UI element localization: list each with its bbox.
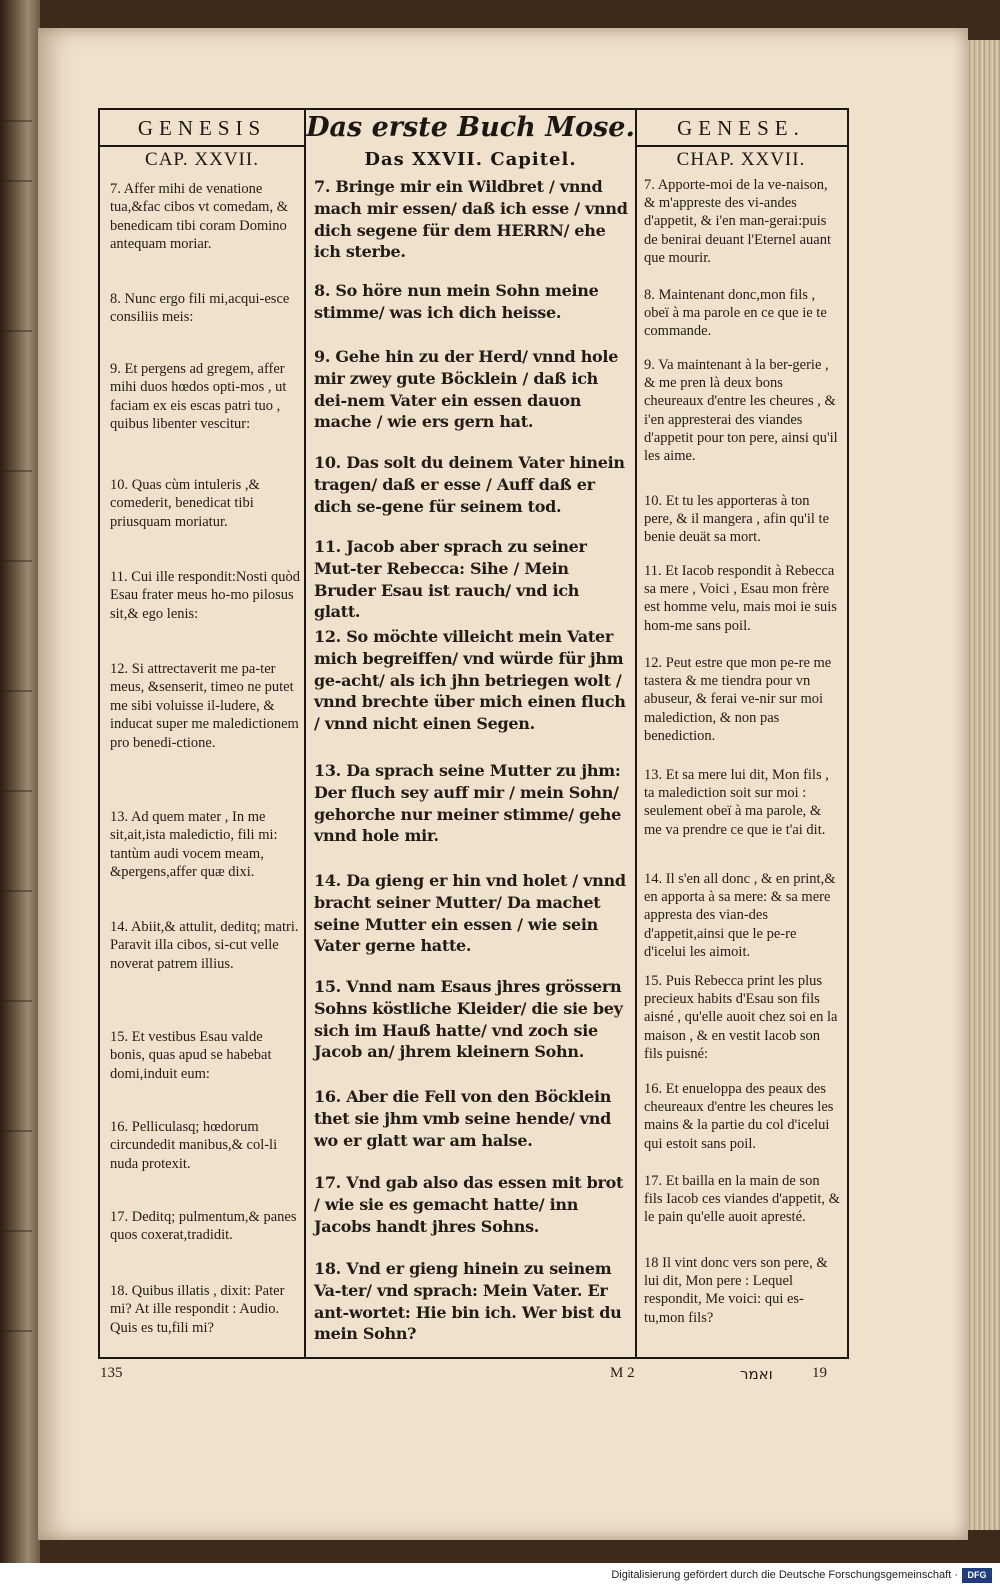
german-verse-8: 8. So höre nun mein Sohn meine stimme/ was ich dich heisse. (314, 281, 599, 322)
catchword-number: 19 (812, 1365, 827, 1381)
french-verse-13: 13. Et sa mere lui dit, Mon fils , ta malediction soit sur moi : seulement obeï à ma parole, & me va prendre ce que ie t'ai dit. (644, 767, 829, 838)
dfg-logo: DFG (962, 1568, 992, 1583)
latin-verse-13: 13. Ad quem mater , In me sit,ait,ista maledictio, fili mi: tantùm audi vocem meam, &pergens,affer quæ dixi. (110, 809, 278, 881)
french-verse-10: 10. Et tu les apporteras à ton pere, & il mangera , afin qu'il te benie deuät sa mort. (644, 493, 830, 546)
book-page (38, 28, 968, 1540)
french-verse-18: 18 Il vint donc vers son pere, & lui dit, Mon pere : Lequel respondit, Me voici: qui es-tu,mon fils? (644, 1255, 828, 1326)
french-verse-14: 14. Il s'en all donc , & en print,& en apporta à sa mere: & sa mere appresta des vian-des d'appetit,ainsi que le pe-re d'icelui les aimoit. (644, 871, 836, 960)
latin-verse-10: 10. Quas cùm intuleris ,& comederit, benedicat tibi priusquam moriatur. (110, 477, 260, 530)
german-verse-12: 12. So möchte villeicht mein Vater mich begreiffen/ vnd würde für jhm ge-acht/ als ich jhn betriegen wolt / vnnd brechte über mich einen fluch / vnnd nicht einen Segen. (314, 627, 626, 734)
french-verse-11: 11. Et Iacob respondit à Rebecca sa mere , Voici , Esau mon frère est homme velu, mais moi ie suis hom-me sans poil. (644, 563, 837, 634)
french-verse-7: 7. Apporte-moi de la ve-naison, & m'appreste des vi-andes d'appetit, & i'en man-gerai:puis de benirai deuant l'Eternel auant que mourir. (644, 177, 831, 266)
page-number: 135 (100, 1365, 123, 1381)
latin-verse-7: 7. Affer mihi de venatione tua,&fac cibos vt comedam, & benedicam tibi coram Domino antequam moriar. (110, 181, 288, 253)
latin-verse-11: 11. Cui ille respondit:Nosti quòd Esau frater meus ho-mo pilosus sit,& ego lenis: (110, 569, 300, 622)
chapter-latin: CAP. XXVII. (145, 149, 259, 170)
latin-verse-12: 12. Si attrectaverit me pa-ter meus, &senserit, timeo ne putet me sibi voluisse il-ludere, & inducat super me maledictionem pro benedi-ctione. (110, 661, 299, 751)
german-verse-17: 17. Vnd gab also das essen mit brot / wie sie es gemacht hatte/ inn Jacobs handt jhres Sohns. (314, 1173, 624, 1236)
german-verse-11: 11. Jacob aber sprach zu seiner Mut-ter Rebecca: Sihe / Mein Bruder Esau ist rauch/ vnd ich glatt. (314, 537, 587, 622)
latin-verse-17: 17. Deditq; pulmentum,& panes quos coxerat,tradidit. (110, 1209, 297, 1244)
german-verse-16: 16. Aber die Fell von den Böcklein thet sie jhm vmb seine hende/ vnd wo er glatt war am halse. (314, 1087, 612, 1150)
latin-verse-14: 14. Abiit,& attulit, deditq; matri. Paravit illa cibos, si-cut velle noverat patrem illius. (110, 919, 299, 972)
column-divider-right (635, 108, 637, 1357)
page-stack-edge (966, 40, 1000, 1530)
column-divider-left (304, 108, 306, 1357)
previous-page-edge (0, 0, 40, 1563)
french-verse-12: 12. Peut estre que mon pe-re me tastera & me tiendra pour vn abuseur, & ferai ve-nir sur moi malediction, & non pas benediction. (644, 655, 832, 744)
german-verse-10: 10. Das solt du deinem Vater hinein tragen/ daß er esse / Auff daß er dich se-gene für seinem tod. (314, 453, 625, 516)
german-verse-13: 13. Da sprach seine Mutter zu jhm: Der fluch sey auff mir / mein Sohn/ gehorche nur meiner stimme/ gehe vnnd hole mir. (314, 761, 622, 846)
hebrew-catchword: ואמר (740, 1365, 773, 1383)
header-german: Das erste Buch Mose. (306, 112, 635, 143)
signature-mark: M 2 (610, 1365, 635, 1381)
french-verse-8: 8. Maintenant donc,mon fils , obeï à ma parole en ce que ie te commande. (644, 287, 827, 340)
chapter-french: CHAP. XXVII. (676, 149, 806, 170)
header-rule-latin (98, 145, 306, 147)
german-verse-14: 14. Da gieng er hin vnd holet / vnnd bracht seiner Mutter/ Da machet seine Mutter ein essen / wie sein Vater gerne hatte. (314, 871, 626, 956)
french-verse-15: 15. Puis Rebecca print les plus precieux habits d'Esau son fils aisné , qu'elle auoit chez soi en la maison , & en vestit Iacob son fils puisné: (644, 973, 838, 1062)
french-verse-17: 17. Et bailla en la main de son fils Iacob ces viandes d'appetit, & le pain qu'elle auoit apresté. (644, 1173, 840, 1226)
latin-verse-16: 16. Pelliculasq; hœdorum circundedit manibus,& col-li nuda protexit. (110, 1119, 278, 1172)
header-french: GENESE. (677, 116, 805, 140)
latin-verse-18: 18. Quibus illatis , dixit: Pater mi? At ille respondit : Audio. Quis es tu,fili mi? (110, 1283, 285, 1336)
german-verse-9: 9. Gehe hin zu der Herd/ vnnd hole mir zwey gute Böcklein / daß ich dei-nem Vater ein essen dauon mache / wie ers gern hat. (314, 347, 619, 432)
header-latin: GENESIS (137, 116, 267, 140)
french-verse-9: 9. Va maintenant à la ber-gerie , & me pren là deux bons cheureaux d'entre les cheures , & i'en appresterai des viandes d'appetit pour ton pere, ainsi qu'il les aime. (644, 357, 838, 465)
german-verse-7: 7. Bringe mir ein Wildbret / vnnd mach mir essen/ daß ich esse / vnnd dich segene für dem HERRN/ ehe ich sterbe. (314, 177, 628, 262)
credit-text: Digitalisierung gefördert durch die Deutsche Forschungsgemeinschaft · (611, 1569, 958, 1581)
latin-verse-8: 8. Nunc ergo fili mi,acqui-esce consiliis meis: (110, 291, 290, 326)
german-verse-15: 15. Vnnd nam Esaus jhres grössern Sohns köstliche Kleider/ die sie bey sich im Hauß hatte/ vnd zoch sie Jacob an/ jhrem kleinern Sohn. (314, 977, 623, 1062)
header-rule-french (635, 145, 847, 147)
digitization-credit-bar (0, 1563, 1000, 1591)
french-verse-16: 16. Et enueloppa des peaux des cheureaux d'entre les cheures les mains & la partie du col d'icelui qui estoit sans poil. (644, 1081, 834, 1152)
latin-verse-15: 15. Et vestibus Esau valde bonis, quas apud se habebat domi,induit eum: (110, 1029, 272, 1082)
chapter-german: Das XXVII. Capitel. (364, 149, 577, 170)
german-verse-18: 18. Vnd er gieng hinein zu seinem Va-ter/ vnd sprach: Mein Vater. Er ant-wortet: Hie bin ich. Wer bist du mein Sohn? (314, 1259, 622, 1344)
latin-verse-9: 9. Et pergens ad gregem, affer mihi duos hœdos opti-mos , ut faciam ex eis escas patri tuo , quibus libenter vescitur: (110, 361, 287, 433)
